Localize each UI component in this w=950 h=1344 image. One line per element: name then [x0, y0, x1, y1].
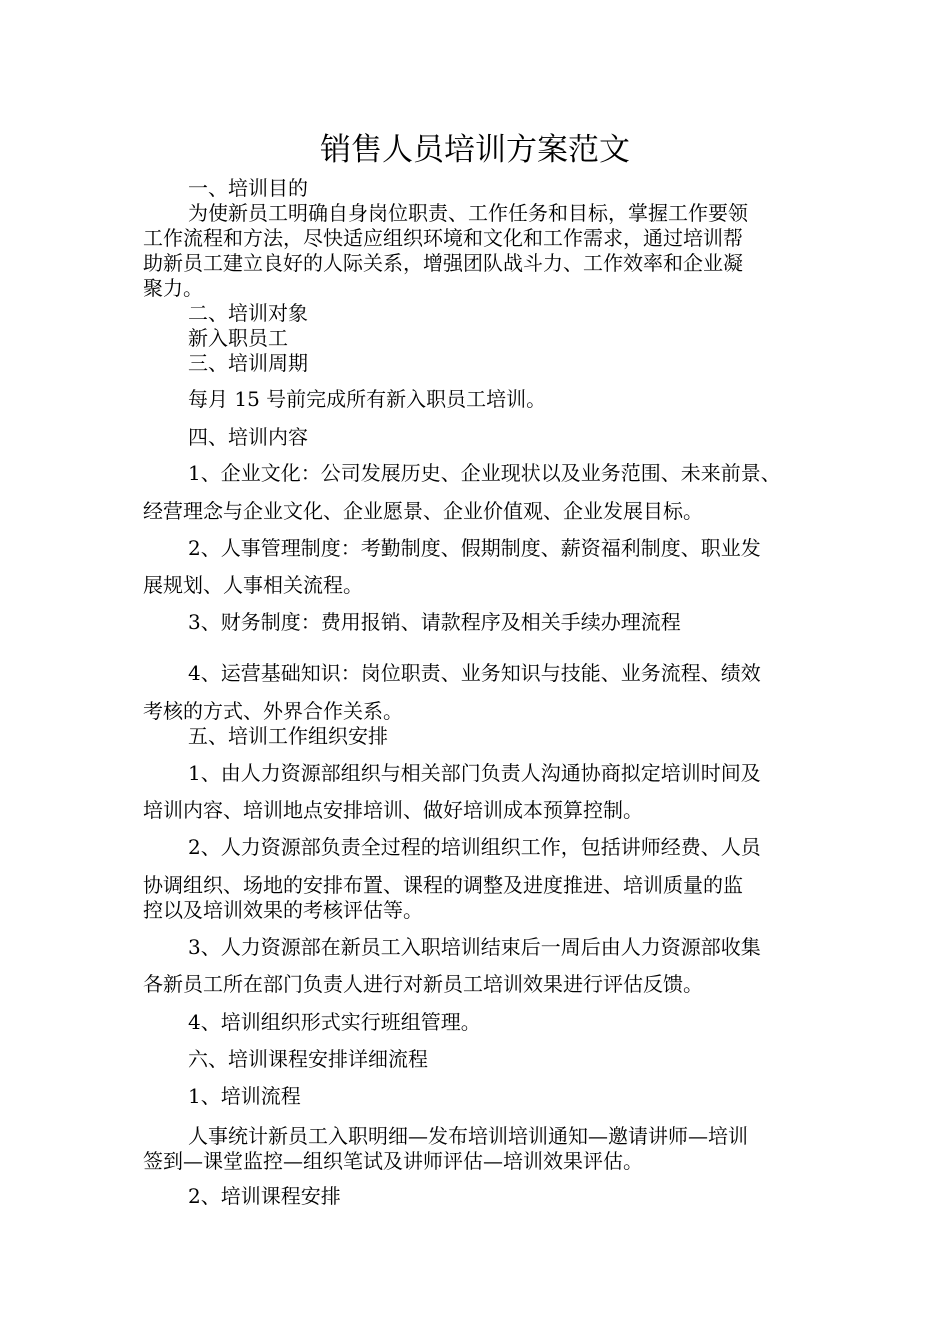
section-heading-organization: 五、培训工作组织安排: [188, 724, 388, 748]
list-item-line: 考核的方式、外界合作关系。: [143, 699, 403, 723]
list-item-line: 展规划、人事相关流程。: [143, 573, 363, 597]
list-item-line: 经营理念与企业文化、企业愿景、企业价值观、企业发展目标。: [143, 499, 703, 523]
section-heading-schedule: 六、培训课程安排详细流程: [188, 1047, 428, 1071]
paragraph-line: 签到—课堂监控—组织笔试及讲师评估—培训效果评估。: [143, 1149, 643, 1173]
section-heading-content: 四、培训内容: [188, 425, 308, 449]
paragraph-line: 新入职员工: [188, 326, 288, 350]
list-item-line: 2、人力资源部负责全过程的培训组织工作，包括讲师经费、人员: [188, 835, 761, 859]
list-item-line: 4、培训组织形式实行班组管理。: [188, 1010, 481, 1034]
paragraph-line: 聚力。: [143, 276, 203, 300]
section-heading-audience: 二、培训对象: [188, 301, 308, 325]
list-item-line: 4、运营基础知识：岗位职责、业务知识与技能、业务流程、绩效: [188, 661, 761, 685]
list-item-line: 3、财务制度：费用报销、请款程序及相关手续办理流程: [188, 610, 681, 634]
list-item-line: 培训内容、培训地点安排培训、做好培训成本预算控制。: [143, 798, 643, 822]
paragraph-line: 每月 15 号前完成所有新入职员工培训。: [188, 387, 547, 411]
paragraph-line: 助新员工建立良好的人际关系，增强团队战斗力、工作效率和企业凝: [143, 251, 743, 275]
list-item-line: 2、人事管理制度：考勤制度、假期制度、薪资福利制度、职业发: [188, 536, 761, 560]
subsection-heading: 2、培训课程安排: [188, 1184, 341, 1208]
list-item-line: 协调组织、场地的安排布置、课程的调整及进度推进、培训质量的监: [143, 873, 743, 897]
subsection-heading: 1、培训流程: [188, 1084, 301, 1108]
list-item-line: 3、人力资源部在新员工入职培训结束后一周后由人力资源部收集: [188, 935, 761, 959]
list-item-line: 1、企业文化：公司发展历史、企业现状以及业务范围、未来前景、: [188, 461, 781, 485]
paragraph-line: 为使新员工明确自身岗位职责、工作任务和目标，掌握工作要领: [188, 201, 748, 225]
list-item-line: 1、由人力资源部组织与相关部门负责人沟通协商拟定培训时间及: [188, 761, 761, 785]
section-heading-purpose: 一、培训目的: [188, 176, 308, 200]
paragraph-line: 工作流程和方法，尽快适应组织环境和文化和工作需求，通过培训帮: [143, 226, 743, 250]
list-item-line: 各新员工所在部门负责人进行对新员工培训效果进行评估反馈。: [143, 972, 703, 996]
list-item-line: 控以及培训效果的考核评估等。: [143, 898, 423, 922]
section-heading-period: 三、培训周期: [188, 351, 308, 375]
paragraph-line: 人事统计新员工入职明细—发布培训培训通知—邀请讲师—培训: [188, 1124, 748, 1148]
document-title: 销售人员培训方案范文: [320, 132, 630, 168]
